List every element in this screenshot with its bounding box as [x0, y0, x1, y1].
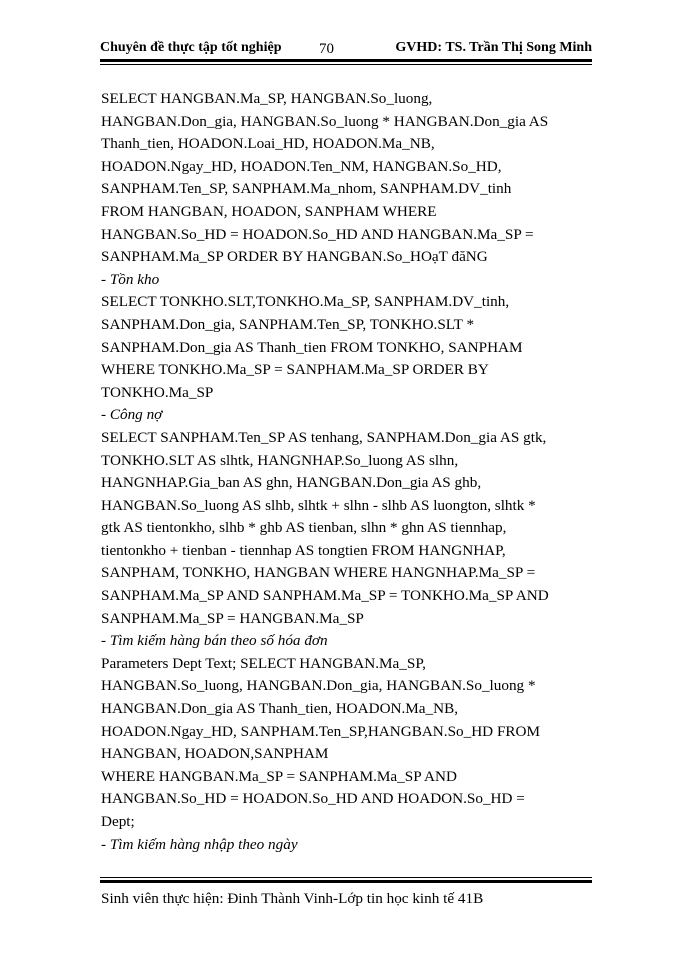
text-line: Thanh_tien, HOADON.Loai_HD, HOADON.Ma_NB,	[101, 135, 435, 153]
text-line: SANPHAM.Don_gia AS Thanh_tien FROM TONKHO, SANPHAM	[101, 338, 523, 356]
text-line: HANGNHAP.Gia_ban AS ghn, HANGBAN.Don_gia AS ghb,	[101, 474, 482, 492]
text-line: SANPHAM, TONKHO, HANGBAN WHERE HANGNHAP.Ma_SP =	[101, 564, 536, 582]
text-line: SANPHAM.Ma_SP AND SANPHAM.Ma_SP = TONKHO.Ma_SP AND	[101, 587, 549, 605]
text-line: HANGBAN.Don_gia AS Thanh_tien, HOADON.Ma_NB,	[101, 700, 459, 718]
text-line: FROM HANGBAN, HOADON, SANPHAM WHERE	[101, 202, 437, 220]
text-line: HOADON.Ngay_HD, HOADON.Ten_NM, HANGBAN.So_HD,	[101, 157, 502, 175]
text-line: SANPHAM.Ma_SP = HANGBAN.Ma_SP	[101, 609, 364, 627]
page-header	[100, 40, 592, 60]
section-heading: - Tìm kiếm hàng bán theo số hóa đơn	[101, 632, 328, 650]
text-line: HANGBAN.Don_gia, HANGBAN.So_luong * HANGBAN.Don_gia AS	[101, 112, 549, 130]
text-line: TONKHO.SLT AS slhtk, HANGNHAP.So_luong AS slhn,	[101, 451, 459, 469]
text-line: Parameters Dept Text; SELECT HANGBAN.Ma_SP,	[101, 654, 426, 672]
footer-rule-thick	[100, 880, 592, 883]
text-line: HANGBAN.So_luong, HANGBAN.Don_gia, HANGBAN.So_luong *	[101, 677, 536, 695]
text-line: Dept;	[101, 813, 135, 830]
text-line: WHERE TONKHO.Ma_SP = SANPHAM.Ma_SP ORDER BY	[101, 361, 489, 379]
text-line: SELECT TONKHO.SLT,TONKHO.Ma_SP, SANPHAM.DV_tinh,	[101, 293, 510, 311]
text-line: WHERE HANGBAN.Ma_SP = SANPHAM.Ma_SP AND	[101, 767, 457, 785]
text-line: SELECT HANGBAN.Ma_SP, HANGBAN.So_luong,	[101, 90, 433, 107]
document-body	[101, 88, 593, 856]
text-line: SANPHAM.Ten_SP, SANPHAM.Ma_nhom, SANPHAM.DV_tinh	[101, 180, 512, 198]
text-line: SELECT SANPHAM.Ten_SP AS tenhang, SANPHAM.Don_gia AS gtk,	[101, 428, 547, 446]
page-footer: Sinh viên thực hiện: Đinh Thành Vinh-Lớp tin học kinh tế 41B	[101, 890, 484, 907]
section-heading: - Công nợ	[101, 406, 163, 424]
text-line: HANGBAN.So_HD = HOADON.So_HD AND HOADON.So_HD =	[101, 790, 525, 808]
text-line: gtk AS tientonkho, slhb * ghb AS tienban, slhn * ghn AS tiennhap,	[101, 519, 507, 537]
text-line: SANPHAM.Don_gia, SANPHAM.Ten_SP, TONKHO.SLT *	[101, 315, 475, 333]
section-heading: - Tồn kho	[101, 270, 160, 288]
text-line: tientonkho + tienban - tiennhap AS tongtien FROM HANGNHAP,	[101, 541, 506, 559]
text-line: HANGBAN.So_luong AS slhb, slhtk + slhn - slhb AS luongton, slhtk *	[101, 496, 536, 514]
section-heading: - Tìm kiếm hàng nhập theo ngày	[101, 835, 298, 853]
text-line: SANPHAM.Ma_SP ORDER BY HANGBAN.So_HOạT đăNG	[101, 248, 488, 266]
header-supervisor: GVHD: TS. Trần Thị Song Minh	[395, 40, 592, 55]
header-rule-thin	[100, 64, 592, 65]
text-line: HOADON.Ngay_HD, SANPHAM.Ten_SP,HANGBAN.So_HD FROM	[101, 722, 540, 740]
header-rule-thick	[100, 59, 592, 62]
footer-rule-thin	[100, 877, 592, 878]
text-line: HANGBAN, HOADON,SANPHAM	[101, 745, 329, 763]
header-title: Chuyên đề thực tập tốt nghiệp	[100, 40, 282, 55]
text-line: TONKHO.Ma_SP	[101, 383, 214, 401]
page-number: 70	[319, 41, 334, 57]
text-line: HANGBAN.So_HD = HOADON.So_HD AND HANGBAN.Ma_SP =	[101, 225, 534, 243]
